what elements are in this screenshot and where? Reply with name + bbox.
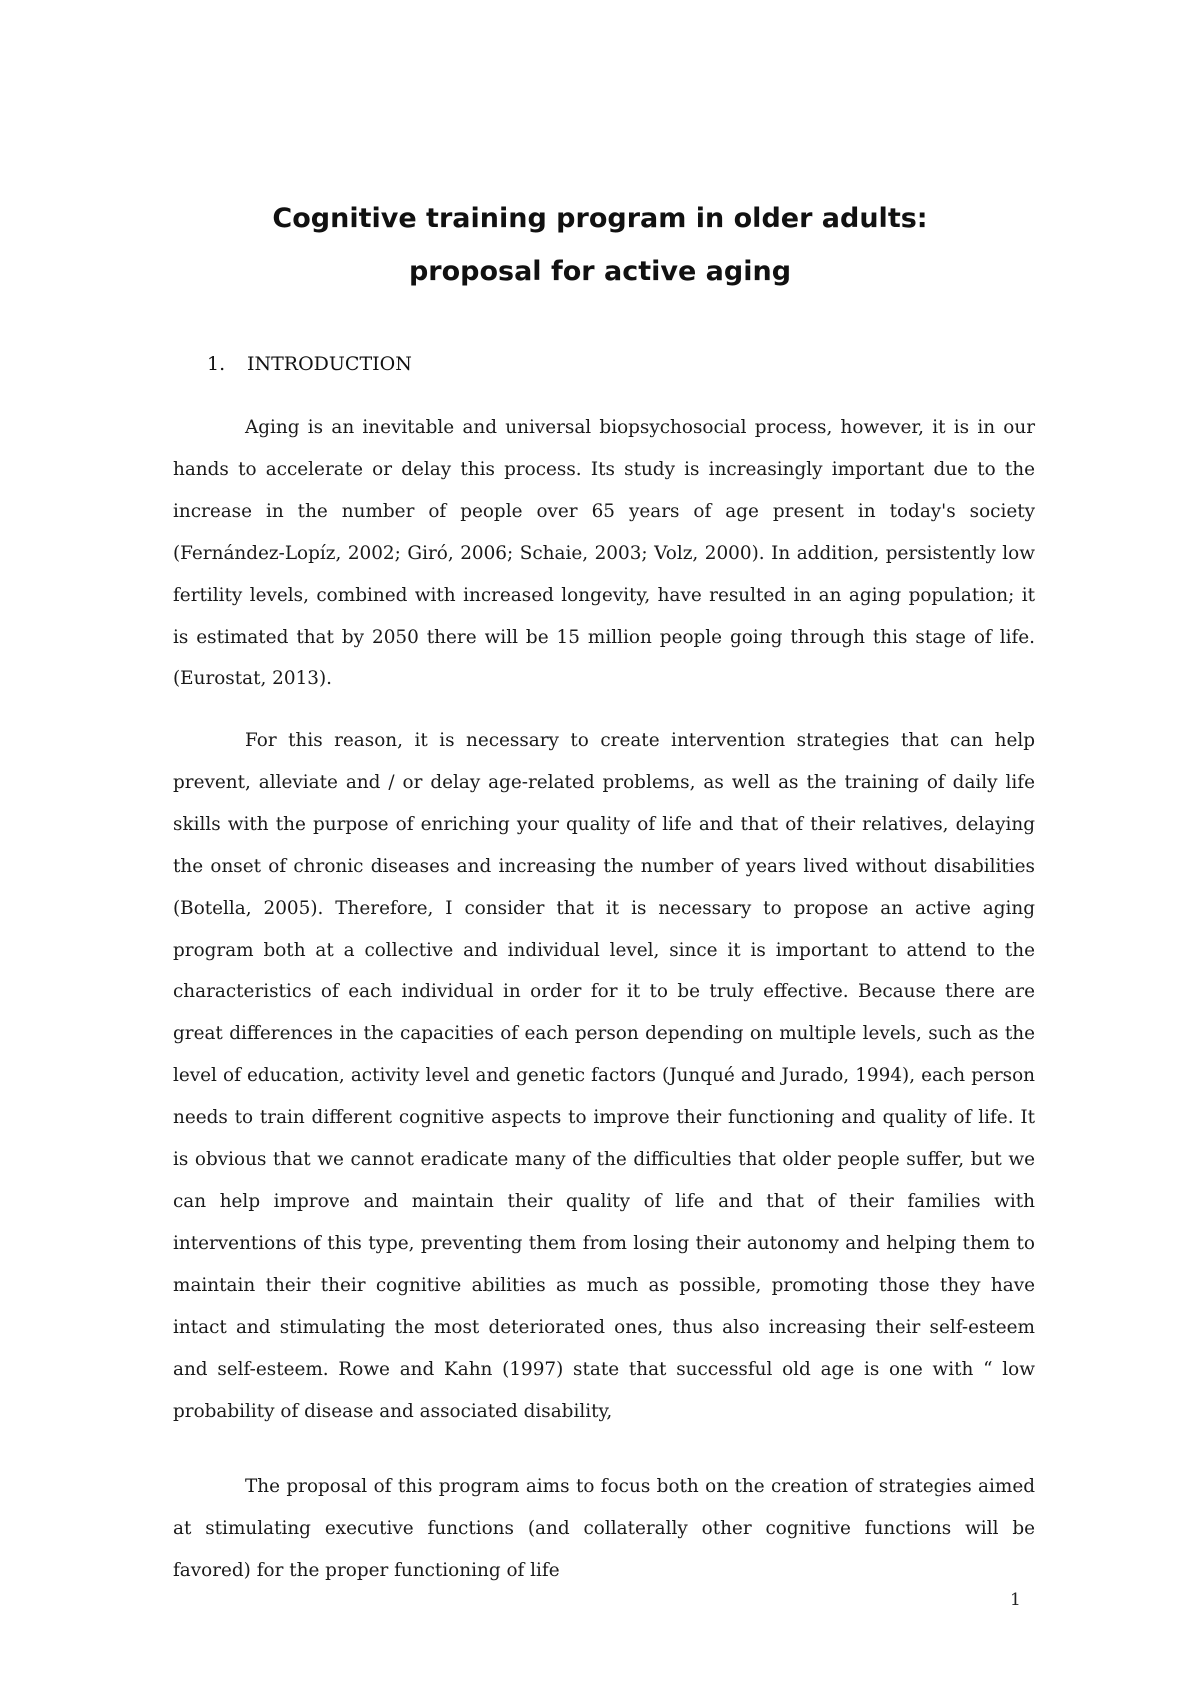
document-title [0,192,1200,298]
paragraph-1: Aging is an inevitable and universal biopsychosocial process, however, it is in our hands to accelerate or delay this process. Its study is increasingly important due to the increase in the number of people over 65 years of age present in today's society (Fernández-Lopíz, 2002; Giró, 2006; Schaie, 2003; Volz, 2000). In addition, persistently low fertility levels, combined with increased longevity, have resulted in an aging population; it is estimated that by 2050 there will be 15 million people going through this stage of life. (Eurostat, 2013). [173,417,1035,690]
title-line-2: proposal for active aging [408,256,792,287]
section-heading-text: INTRODUCTION [247,353,412,375]
paragraph-3: The proposal of this program aims to focus both on the creation of strategies aimed at stimulating executive functions (and collaterally other cognitive functions will be favored) for the proper functioning of life [173,1476,1035,1581]
section-heading [207,352,412,376]
section-number: 1. [207,353,226,375]
page-number: 1 [1010,1590,1021,1610]
title-line-1: Cognitive training program in older adults: [272,203,928,234]
paragraph-2: For this reason, it is necessary to create intervention strategies that can help prevent, alleviate and / or delay age-related problems, as well as the training of daily life skills with the purpose of enriching your quality of life and that of their relatives, delaying the onset of chronic diseases and increasing the number of years lived without disabilities (Botella, 2005). Therefore, I consider that it is necessary to propose an active aging program both at a collective and individual level, since it is important to attend to the characteristics of each individual in order for it to be truly effective. Because there are great differences in the capacities of each person depending on multiple levels, such as the level of education, activity level and genetic factors (Junqué and Jurado, 1994), each person needs to train different cognitive aspects to improve their functioning and quality of life. It is obvious that we cannot eradicate many of the difficulties that older people suffer, but we can help improve and maintain their quality of life and that of their families with interventions of this type, preventing them from losing their autonomy and helping them to maintain their their cognitive abilities as much as possible, promoting those they have intact and stimulating the most deteriorated ones, thus also increasing their self-esteem and self-esteem. Rowe and Kahn (1997) state that successful old age is one with “ low probability of disease and associated disability, [173,730,1035,1422]
